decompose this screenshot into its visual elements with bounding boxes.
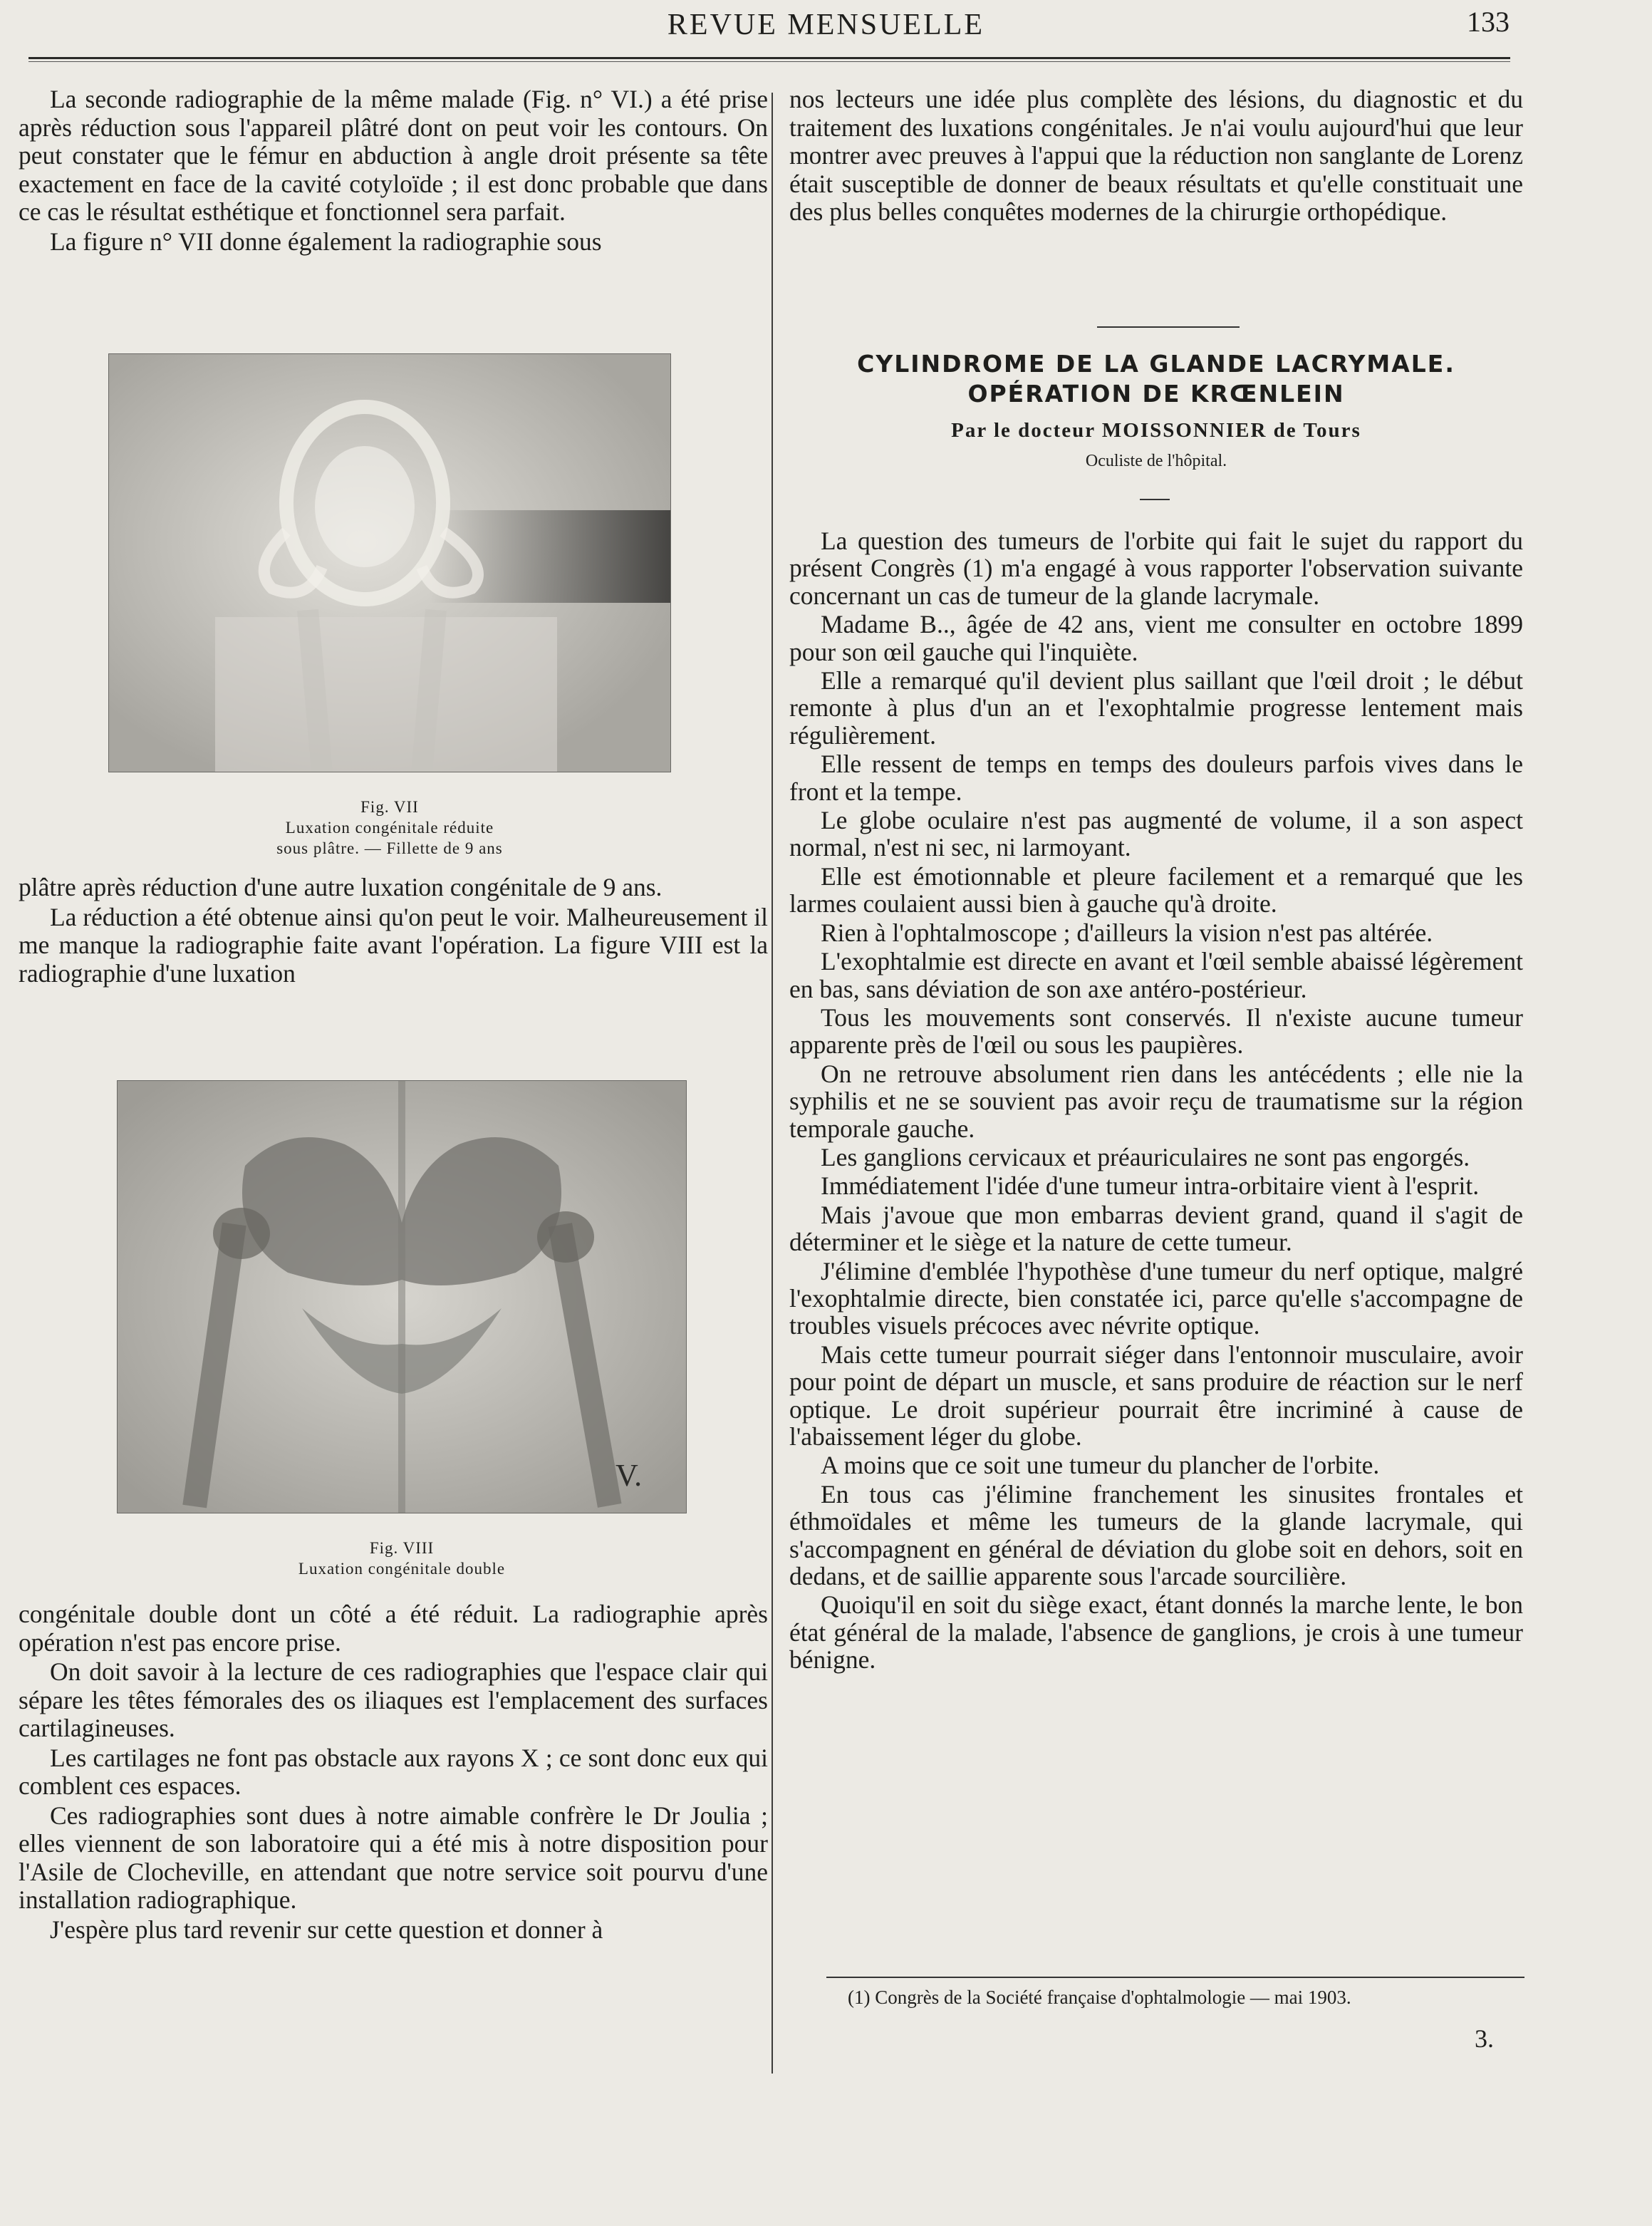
paragraph: plâtre après réduction d'une autre luxation congénitale de 9 ans.	[19, 873, 663, 901]
paragraph: Mais cette tumeur pourrait siéger dans l'entonnoir musculaire, avoir pour point de départ un muscle, et sans produire de réaction sur le nerf optique. Le droit supérieur pourrait être incriminé à cause de l'abaissement léger du globe.	[789, 1340, 1523, 1451]
running-head	[0, 0, 1652, 57]
footnote: (1) Congrès de la Société française d'ophtalmologie — mai 1903.	[848, 1987, 1351, 2008]
figure-vii-radiograph	[108, 353, 671, 772]
paragraph: En tous cas j'élimine franchement les sinusites frontales et éthmoïdales et même les tumeurs de la glande lacrymale, qui s'accompagnent en général de déviation du globe soit en dehors, soit en dedans, et de saillie apparente sous l'arcade sourcilière.	[789, 1479, 1523, 1591]
paragraph: La seconde radiographie de la même malade (Fig. n° VI.) a été prise après réduction sous l'appareil plâtré dont on peut voir les contours. On peut constater que le fémur en abduction à angle droit présente sa tête exactement en face de la cavité cotyloïde ; il est donc probable que dans ce cas le résultat esthétique et fonctionnel sera parfait.	[19, 85, 768, 226]
paragraph: Elle a remarqué qu'il devient plus saillant que l'œil droit ; le début remonte à plus d'un an et l'exophtalmie progresse lentement mais régulièrement.	[789, 666, 1523, 750]
paragraph: Les cartilages ne font pas obstacle aux rayons X ; ce sont donc eux qui comblent ces espaces.	[19, 1743, 768, 1800]
paragraph: Quoiqu'il en soit du siège exact, étant donnés la marche lente, le bon état général de la malade, l'absence de ganglions, je crois à une tumeur bénigne.	[789, 1590, 1523, 1674]
radiograph-image	[108, 353, 671, 772]
right-column-intro	[789, 86, 1523, 227]
article-title-line-1: CYLINDROME DE LA GLANDE LACRYMALE.	[857, 350, 1455, 378]
paragraph: J'élimine d'emblée l'hypothèse d'une tumeur du nerf optique, malgré l'exophtalmie directe, bien constatée ici, parce qu'elle s'accompagne de troubles visuels précoces avec névrite optique.	[789, 1256, 1523, 1340]
paragraph: La figure n° VII donne également la radiographie sous	[50, 227, 602, 256]
paragraph: La question des tumeurs de l'orbite qui fait le sujet du rapport du présent Congrès (1) m'a engagé à vous rapporter l'observation suivante concernant un cas de tumeur de la glande lacrymale.	[789, 527, 1523, 610]
paragraph: Mais j'avoue que mon embarras devient grand, quand il s'agit de déterminer et le siège et la nature de cette tumeur.	[789, 1200, 1523, 1257]
left-column-block-2	[19, 874, 768, 988]
paragraph: Le globe oculaire n'est pas augmenté de volume, il a son aspect normal, n'est ni sec, ni larmoyant.	[789, 806, 1523, 862]
paragraph: Tous les mouvements sont conservés. Il n'existe aucune tumeur apparente près de l'œil ou sous les paupières.	[789, 1003, 1523, 1060]
article-affiliation: Oculiste de l'hôpital.	[1085, 452, 1227, 470]
paragraph: A moins que ce soit une tumeur du plancher de l'orbite.	[821, 1451, 1380, 1480]
figure-vii-caption-line-2: sous plâtre. — Fillette de 9 ans	[276, 839, 503, 857]
header-rule	[28, 57, 1510, 59]
signature-mark: 3.	[1475, 2024, 1494, 2053]
article-byline: Par le docteur MOISSONNIER de Tours	[951, 419, 1361, 442]
figure-viii-caption-line-1: Luxation congénitale double	[298, 1560, 506, 1578]
column-divider	[772, 93, 773, 2074]
paragraph: L'exophtalmie est directe en avant et l'œil semble abaissé légèrement en bas, sans déviation de son axe antéro-postérieur.	[789, 947, 1523, 1003]
paragraph: Elle est émotionnable et pleure facilement et a remarqué que les larmes coulaient aussi bien à gauche qu'à droite.	[789, 861, 1523, 918]
journal-title: REVUE MENSUELLE	[667, 9, 985, 41]
footnote-rule	[826, 1977, 1524, 1978]
left-column-block-3	[19, 1600, 768, 1944]
paragraph: Rien à l'ophtalmoscope ; d'ailleurs la vision n'est pas altérée.	[821, 918, 1433, 947]
paragraph: La réduction a été obtenue ainsi qu'on peut le voir. Malheureusement il me manque la radiographie faite avant l'opération. La figure VIII est la radiographie d'une luxation	[19, 902, 768, 988]
paragraph: nos lecteurs une idée plus complète des lésions, du diagnostic et du traitement des luxations congénitales. Je n'ai voulu aujourd'hui que leur montrer avec preuves à l'appui que la réduction non sanglante de Lorenz était susceptible de donner de beaux résultats et qu'elle constituait une des plus belles conquêtes modernes de la chirurgie orthopédique.	[789, 85, 1523, 226]
figure-viii-radiograph	[117, 1080, 687, 1513]
figure-vii-number: Fig. VII	[360, 798, 419, 816]
left-column-block-1	[19, 86, 768, 256]
paragraph: On doit savoir à la lecture de ces radiographies que l'espace clair qui sépare les têtes fémorales des os iliaques est l'emplacement des surfaces cartilagineuses.	[19, 1657, 768, 1742]
paragraph: Les ganglions cervicaux et préauriculaires ne sont pas engorgés.	[821, 1142, 1470, 1171]
right-column-article-body	[789, 527, 1523, 1674]
figure-vii-caption	[108, 797, 671, 859]
article-title	[789, 349, 1523, 409]
figure-viii-caption	[117, 1538, 687, 1579]
paragraph: On ne retrouve absolument rien dans les antécédents ; elle nie la syphilis et ne se souvient pas avoir reçu de traumatisme sur la région temporale gauche.	[789, 1059, 1523, 1143]
paragraph: Ces radiographies sont dues à notre aimable confrère le Dr Joulia ; elles viennent de son laboratoire qui a été mis à notre disposition pour l'Asile de Clocheville, en attendant que notre service soit pourvu d'une installation radiographique.	[19, 1801, 768, 1914]
header-rule-thin	[28, 61, 1510, 62]
paragraph: Immédiatement l'idée d'une tumeur intra-orbitaire vient à l'esprit.	[821, 1171, 1480, 1201]
paragraph: Elle ressent de temps en temps des douleurs parfois vives dans le front et la tempe.	[789, 750, 1523, 806]
page-number: 133	[1467, 6, 1510, 38]
radiograph-image	[117, 1080, 687, 1513]
figure-viii-plate-mark: V.	[615, 1458, 643, 1493]
section-separator	[1097, 326, 1240, 328]
article-title-line-2: OPÉRATION DE KRŒNLEIN	[967, 380, 1345, 408]
paragraph: J'espère plus tard revenir sur cette question et donner à	[50, 1915, 603, 1944]
figure-viii-number: Fig. VIII	[369, 1539, 435, 1557]
figure-vii-caption-line-1: Luxation congénitale réduite	[285, 819, 494, 837]
paragraph: congénitale double dont un côté a été réduit. La radiographie après opération n'est pas encore prise.	[19, 1600, 768, 1657]
paragraph: Madame B.., âgée de 42 ans, vient me consulter en octobre 1899 pour son œil gauche qui l'inquiète.	[789, 610, 1523, 666]
title-separator	[1140, 499, 1170, 500]
